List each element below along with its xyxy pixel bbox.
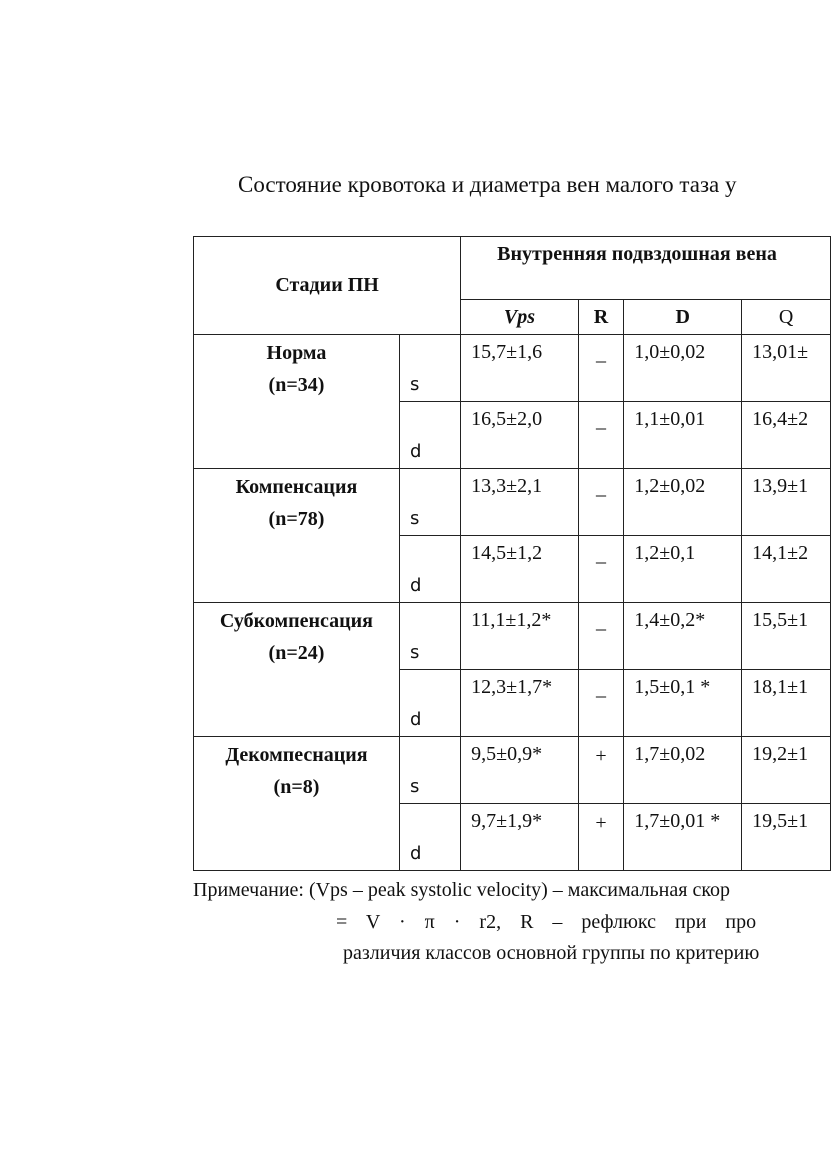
q-cell: 13,01±: [742, 335, 831, 402]
side-cell: d: [399, 804, 460, 871]
d-cell: 1,4±0,2*: [624, 603, 742, 670]
side-cell: s: [399, 469, 460, 536]
side-cell: s: [399, 335, 460, 402]
r-cell: +: [578, 737, 623, 804]
side-cell: s: [399, 603, 460, 670]
stage-cell: [194, 737, 400, 871]
d-cell: 1,7±0,01 *: [624, 804, 742, 871]
r-cell: _: [578, 469, 623, 536]
d-cell: 1,1±0,01: [624, 402, 742, 469]
vps-cell: 11,1±1,2*: [461, 603, 579, 670]
stage-cell: [194, 603, 400, 737]
stage-name: Компенсация: [235, 476, 358, 498]
vps-cell: 16,5±2,0: [461, 402, 579, 469]
q-cell: 18,1±1: [742, 670, 831, 737]
d-cell: 1,5±0,1 *: [624, 670, 742, 737]
side-cell: d: [399, 536, 460, 603]
column-header-q: Q: [742, 300, 831, 335]
r-cell: _: [578, 670, 623, 737]
q-cell: 14,1±2: [742, 536, 831, 603]
d-cell: 1,2±0,1: [624, 536, 742, 603]
stage-name: Норма: [266, 342, 327, 364]
r-cell: _: [578, 335, 623, 402]
table-row: [194, 603, 831, 670]
side-cell: s: [399, 737, 460, 804]
stage-count: (n=24): [268, 642, 325, 664]
stage-count: (n=78): [268, 508, 325, 530]
stage-cell: [194, 335, 400, 469]
q-cell: 16,4±2: [742, 402, 831, 469]
side-cell: d: [399, 670, 460, 737]
table-row: [194, 335, 831, 402]
q-cell: 19,2±1: [742, 737, 831, 804]
stage-name: Декомпеснация: [225, 744, 368, 766]
column-header-r: R: [578, 300, 623, 335]
q-cell: 19,5±1: [742, 804, 831, 871]
vps-cell: 12,3±1,7*: [461, 670, 579, 737]
r-cell: _: [578, 536, 623, 603]
column-header-vps: Vps: [461, 300, 579, 335]
vps-cell: 9,7±1,9*: [461, 804, 579, 871]
table-row: [194, 737, 831, 804]
stage-count: (n=34): [268, 374, 325, 396]
data-table: [193, 236, 831, 871]
q-cell: 13,9±1: [742, 469, 831, 536]
r-cell: _: [578, 603, 623, 670]
d-cell: 1,2±0,02: [624, 469, 742, 536]
vps-cell: 13,3±2,1: [461, 469, 579, 536]
q-cell: 15,5±1: [742, 603, 831, 670]
note-line-3: различия классов основной группы по критерию: [343, 942, 760, 964]
stage-count: (n=8): [273, 776, 320, 798]
table-row: [194, 469, 831, 536]
r-cell: _: [578, 402, 623, 469]
vps-cell: 14,5±1,2: [461, 536, 579, 603]
side-cell: d: [399, 402, 460, 469]
r-cell: +: [578, 804, 623, 871]
d-cell: 1,7±0,02: [624, 737, 742, 804]
document-title: Состояние кровотока и диаметра вен малого таза у: [238, 172, 737, 197]
stage-cell: [194, 469, 400, 603]
vps-cell: 15,7±1,6: [461, 335, 579, 402]
column-header-d: D: [624, 300, 742, 335]
stage-header: Стадии ПН: [194, 237, 461, 335]
vein-header: Внутренняя подвздошная вена: [461, 237, 831, 300]
d-cell: 1,0±0,02: [624, 335, 742, 402]
vps-cell: 9,5±0,9*: [461, 737, 579, 804]
note-line-2: = V · π · r2, R – рефлюкс при про: [336, 911, 757, 933]
stage-name: Субкомпенсация: [219, 610, 374, 632]
note-line-1: Примечание: (Vps – peak systolic velocity) – максимальная скор: [193, 879, 731, 901]
